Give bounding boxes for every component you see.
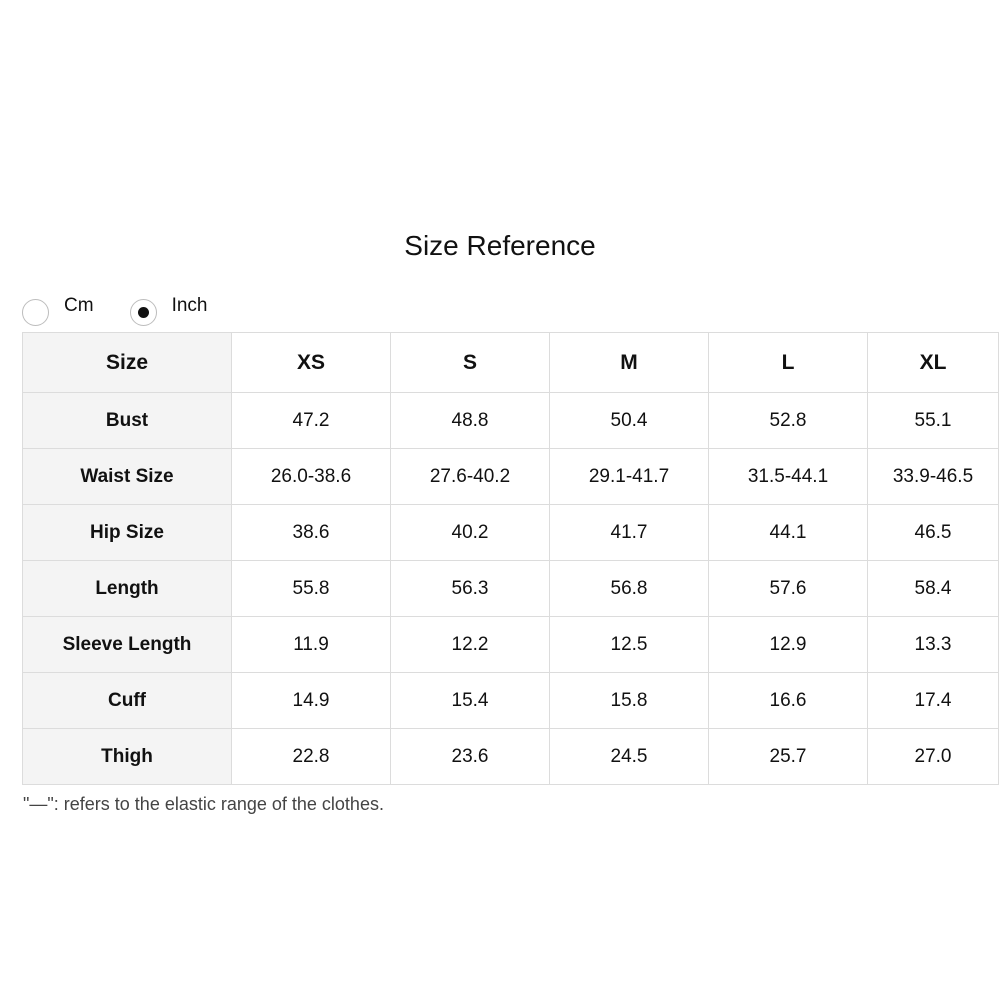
table-cell: 13.3	[868, 617, 999, 673]
table-cell: 50.4	[550, 393, 709, 449]
elastic-range-note: "—": refers to the elastic range of the clothes.	[23, 794, 384, 814]
table-cell: 31.5-44.1	[709, 449, 868, 505]
table-cell: 48.8	[391, 393, 550, 449]
column-header-xl: XL	[868, 333, 999, 393]
size-table	[22, 332, 999, 785]
table-cell: 56.3	[391, 561, 550, 617]
table-cell: 27.0	[868, 729, 999, 785]
table-cell: 57.6	[709, 561, 868, 617]
row-label: Cuff	[23, 673, 232, 729]
table-row	[23, 729, 999, 785]
table-row	[23, 505, 999, 561]
table-cell: 58.4	[868, 561, 999, 617]
table-cell: 12.2	[391, 617, 550, 673]
table-cell: 52.8	[709, 393, 868, 449]
table-cell: 55.1	[868, 393, 999, 449]
table-row	[23, 617, 999, 673]
inch-radio[interactable]	[130, 299, 157, 326]
row-label: Sleeve Length	[23, 617, 232, 673]
table-cell: 12.5	[550, 617, 709, 673]
row-label: Length	[23, 561, 232, 617]
table-row	[23, 449, 999, 505]
table-cell: 27.6-40.2	[391, 449, 550, 505]
table-cell: 14.9	[232, 673, 391, 729]
cm-label: Cm	[64, 295, 94, 316]
table-cell: 46.5	[868, 505, 999, 561]
table-cell: 38.6	[232, 505, 391, 561]
table-row	[23, 673, 999, 729]
table-cell: 16.6	[709, 673, 868, 729]
table-row	[23, 393, 999, 449]
table-cell: 15.8	[550, 673, 709, 729]
column-header-s: S	[391, 333, 550, 393]
table-cell: 15.4	[391, 673, 550, 729]
unit-option-cm[interactable]	[22, 297, 94, 324]
table-cell: 47.2	[232, 393, 391, 449]
table-cell: 22.8	[232, 729, 391, 785]
table-cell: 44.1	[709, 505, 868, 561]
table-cell: 29.1-41.7	[550, 449, 709, 505]
table-header-row	[23, 333, 999, 393]
page-title: Size Reference	[404, 230, 596, 261]
table-cell: 11.9	[232, 617, 391, 673]
table-cell: 40.2	[391, 505, 550, 561]
cm-radio[interactable]	[22, 299, 49, 326]
table-cell: 26.0-38.6	[232, 449, 391, 505]
column-header-xs: XS	[232, 333, 391, 393]
table-cell: 25.7	[709, 729, 868, 785]
row-label: Bust	[23, 393, 232, 449]
table-cell: 23.6	[391, 729, 550, 785]
unit-toggle	[22, 294, 207, 326]
corner-header: Size	[23, 333, 232, 393]
row-label: Hip Size	[23, 505, 232, 561]
row-label: Waist Size	[23, 449, 232, 505]
unit-option-inch[interactable]	[130, 297, 208, 324]
column-header-l: L	[709, 333, 868, 393]
table-row	[23, 561, 999, 617]
table-cell: 33.9-46.5	[868, 449, 999, 505]
table-cell: 41.7	[550, 505, 709, 561]
table-cell: 56.8	[550, 561, 709, 617]
row-label: Thigh	[23, 729, 232, 785]
table-cell: 12.9	[709, 617, 868, 673]
inch-label: Inch	[171, 295, 208, 316]
table-cell: 55.8	[232, 561, 391, 617]
table-cell: 17.4	[868, 673, 999, 729]
column-header-m: M	[550, 333, 709, 393]
table-cell: 24.5	[550, 729, 709, 785]
